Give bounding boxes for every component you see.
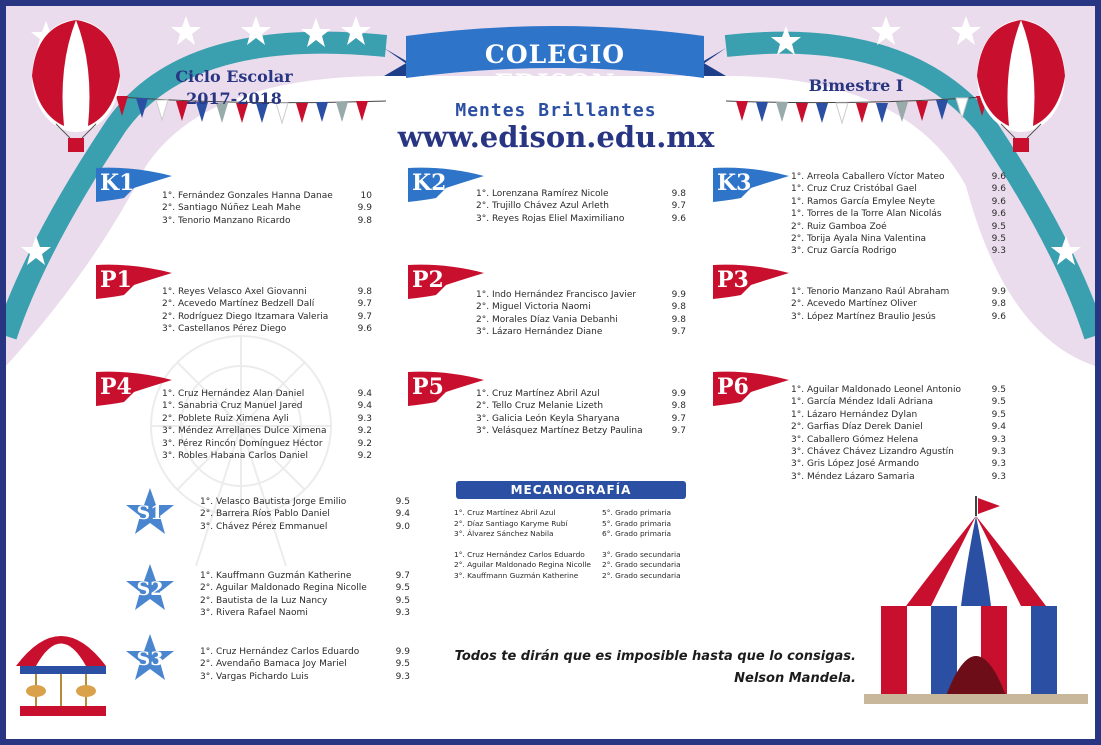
- ranking-row: [476, 388, 686, 400]
- group-code: P2: [412, 267, 444, 293]
- student-score: 9.8: [671, 314, 686, 325]
- student-score: 9.9: [357, 203, 372, 214]
- student-score: 9.5: [991, 397, 1006, 408]
- student-score: 9.8: [357, 287, 372, 297]
- ranking-row: [476, 326, 686, 338]
- ranking-row: [200, 521, 410, 533]
- student-name: 1°. Lázaro Hernández Dylan: [791, 409, 918, 420]
- ranking-row: [791, 298, 1006, 310]
- student-name: 2°. Morales Díaz Vania Debanhi: [476, 314, 618, 325]
- ranking-row: [791, 196, 1006, 208]
- student-score: 9.6: [991, 311, 1006, 322]
- mecanografia-student: 1°. Cruz Martínez Abril Azul: [454, 508, 556, 517]
- student-score: 9.7: [671, 413, 686, 424]
- student-name: 2°. Acevedo Martínez Bedzell Dalí: [162, 299, 315, 310]
- student-score: 9.8: [991, 299, 1006, 310]
- group-code: K3: [717, 170, 752, 196]
- student-score: 10: [360, 191, 372, 201]
- student-score: 9.3: [395, 671, 410, 682]
- carousel-decor: [16, 636, 106, 716]
- mecanografia-title: MECANOGRAFÍA: [510, 483, 632, 497]
- school-cycle-label: Ciclo Escolar: [175, 67, 293, 86]
- ranking-row: [791, 409, 1006, 421]
- ranking-list: [200, 570, 410, 620]
- ranking-row: [476, 425, 686, 437]
- ranking-list: [476, 188, 686, 225]
- ranking-row: [791, 221, 1006, 233]
- student-name: 3°. Pérez Rincón Domínguez Héctor: [162, 438, 323, 449]
- student-name: 1°. Sanabria Cruz Manuel Jared: [162, 401, 303, 412]
- student-score: 9.8: [671, 189, 686, 199]
- student-name: 3°. Caballero Gómez Helena: [791, 434, 919, 445]
- student-score: 9.5: [991, 221, 1006, 232]
- ranking-row: [791, 384, 1006, 396]
- student-score: 9.7: [671, 426, 686, 437]
- student-score: 9.3: [395, 608, 410, 619]
- student-score: 9.6: [357, 324, 372, 335]
- student-name: 2°. Trujillo Chávez Azul Arleth: [476, 201, 609, 212]
- student-name: 1°. Reyes Velasco Axel Giovanni: [162, 287, 307, 297]
- student-score: 9.5: [395, 583, 410, 594]
- student-name: 3°. Cruz García Rodrigo: [791, 246, 897, 257]
- ranking-row: [162, 298, 372, 310]
- student-name: 1°. Indo Hernández Francisco Javier: [476, 290, 637, 300]
- ranking-row: [162, 450, 372, 462]
- student-name: 3°. Méndez Lázaro Samaria: [791, 471, 915, 482]
- student-name: 2°. Bautista de la Luz Nancy: [200, 595, 328, 606]
- ranking-row: [162, 286, 372, 298]
- ranking-list: [200, 646, 410, 683]
- ranking-row: [476, 413, 686, 425]
- student-score: 9.6: [991, 172, 1006, 182]
- ranking-row: [162, 311, 372, 323]
- student-name: 3°. Rivera Rafael Naomi: [200, 608, 308, 619]
- student-score: 9.2: [357, 426, 372, 437]
- student-score: 9.4: [991, 422, 1006, 433]
- student-name: 1°. Tenorio Manzano Raúl Abraham: [791, 287, 950, 297]
- ranking-row: [791, 208, 1006, 220]
- ranking-row: [162, 413, 372, 425]
- ranking-row: [791, 311, 1006, 323]
- star-badge-icon: [124, 486, 176, 538]
- ranking-row: [200, 658, 410, 670]
- ranking-row: [791, 421, 1006, 433]
- student-score: 9.7: [671, 327, 686, 338]
- student-name: 1°. Ramos García Emylee Neyte: [791, 196, 936, 207]
- student-score: 9.7: [357, 299, 372, 310]
- student-score: 9.8: [671, 401, 686, 412]
- student-name: 3°. Gris López José Armando: [791, 459, 920, 470]
- ranking-list: [791, 384, 1006, 483]
- ranking-row: [791, 171, 1006, 183]
- student-name: 1°. Arreola Caballero Víctor Mateo: [791, 172, 945, 182]
- student-name: 1°. García Méndez Idali Adriana: [791, 397, 933, 408]
- student-name: 2°. Acevedo Martínez Oliver: [791, 299, 917, 310]
- student-name: 2°. Avendaño Bamaca Joy Mariel: [200, 659, 347, 670]
- ranking-row: [791, 458, 1006, 470]
- student-score: 9.7: [357, 311, 372, 322]
- student-name: 3°. Tenorio Manzano Ricardo: [162, 215, 291, 226]
- mecanografia-grade: 3°. Grado secundaria: [602, 549, 681, 559]
- ranking-list: [476, 289, 686, 339]
- mecanografia-student: 3°. Kauffmann Guzmán Katherine: [454, 571, 579, 580]
- student-score: 9.5: [395, 497, 410, 507]
- student-score: 9.9: [395, 647, 410, 657]
- ranking-row: [162, 215, 372, 227]
- student-name: 3°. Robles Habana Carlos Daniel: [162, 451, 308, 462]
- student-score: 9.8: [671, 302, 686, 313]
- ranking-row: [476, 301, 686, 313]
- student-name: 1°. Fernández Gonzales Hanna Danae: [162, 191, 333, 201]
- student-name: 2°. Ruiz Gamboa Zoé: [791, 221, 887, 232]
- ranking-row: [791, 245, 1006, 257]
- ranking-row: [791, 434, 1006, 446]
- student-name: 1°. Velasco Bautista Jorge Emilio: [200, 497, 347, 507]
- star-badge-icon: [124, 562, 176, 614]
- ranking-row: [476, 289, 686, 301]
- student-score: 9.5: [991, 385, 1006, 395]
- ranking-row: [476, 314, 686, 326]
- student-score: 9.4: [357, 401, 372, 412]
- mecanografia-student: 2°. Díaz Santiago Karyme Rubí: [454, 518, 568, 528]
- student-name: 2°. Torija Ayala Nina Valentina: [791, 234, 927, 245]
- group-code: P6: [717, 374, 749, 400]
- ranking-row: [476, 400, 686, 412]
- mecanografia-grade: 5°. Grado primaria: [602, 518, 672, 528]
- term-label: Bimestre I: [808, 76, 904, 95]
- ranking-row: [791, 396, 1006, 408]
- student-name: 3°. Velásquez Martínez Betzy Paulina: [476, 426, 643, 437]
- student-name: 2°. Aguilar Maldonado Regina Nicolle: [200, 583, 367, 594]
- student-score: 9.4: [357, 389, 372, 399]
- student-name: 1°. Lorenzana Ramírez Nicole: [476, 189, 609, 199]
- student-score: 9.4: [395, 509, 410, 520]
- student-score: 9.2: [357, 438, 372, 449]
- student-score: 9.7: [395, 571, 410, 581]
- ranking-row: [791, 446, 1006, 458]
- student-name: 3°. Galicia León Keyla Sharyana: [476, 413, 620, 424]
- ranking-list: [791, 286, 1006, 323]
- quote-text: Todos te dirán que es imposible hasta que lo consigas.: [454, 649, 856, 664]
- student-score: 9.6: [991, 196, 1006, 207]
- student-name: 2°. Miguel Victoria Naomi: [476, 302, 591, 313]
- ranking-row: [162, 400, 372, 412]
- ranking-row: [162, 190, 372, 202]
- ranking-list: [200, 496, 410, 533]
- ranking-row: [162, 425, 372, 437]
- student-name: 2°. Garfias Díaz Derek Daniel: [791, 422, 923, 433]
- student-score: 9.5: [395, 659, 410, 670]
- student-name: 2°. Rodríguez Diego Itzamara Valeria: [162, 311, 329, 322]
- student-name: 3°. Méndez Arrellanes Dulce Ximena: [162, 426, 327, 437]
- student-score: 9.3: [991, 434, 1006, 445]
- student-name: 3°. Lázaro Hernández Diane: [476, 327, 603, 338]
- ranking-row: [476, 213, 686, 225]
- student-score: 9.9: [671, 290, 686, 300]
- student-score: 9.6: [991, 184, 1006, 195]
- student-score: 9.6: [991, 209, 1006, 220]
- ranking-row: [200, 607, 410, 619]
- ranking-row: [200, 496, 410, 508]
- ranking-row: [200, 671, 410, 683]
- student-name: 3°. Chávez Chávez Lizandro Agustín: [791, 447, 954, 458]
- mecanografia-student: 3°. Álvarez Sánchez Nabila: [454, 529, 554, 539]
- student-name: 1°. Torres de la Torre Alan Nicolás: [791, 209, 942, 220]
- student-score: 9.3: [991, 471, 1006, 482]
- ranking-row: [476, 200, 686, 212]
- school-name: COLEGIO EDISON: [484, 40, 626, 98]
- school-cycle: [154, 66, 314, 110]
- student-score: 9.3: [991, 246, 1006, 257]
- student-name: 3°. López Martínez Braulio Jesús: [791, 311, 936, 322]
- ranking-list: [476, 388, 686, 438]
- student-name: 3°. Reyes Rojas Eliel Maximiliano: [476, 213, 625, 224]
- student-name: 3°. Castellanos Pérez Diego: [162, 324, 287, 335]
- ranking-row: [200, 508, 410, 520]
- student-score: 9.7: [671, 201, 686, 212]
- circus-tent-decor: [864, 496, 1088, 704]
- student-score: 9.9: [991, 287, 1006, 297]
- mecanografia-student: 1°. Cruz Hernández Carlos Eduardo: [454, 549, 585, 559]
- group-code: K2: [412, 170, 447, 196]
- quote-author: Nelson Mandela.: [734, 671, 856, 686]
- student-name: 1°. Aguilar Maldonado Leonel Antonio: [791, 385, 962, 395]
- student-score: 9.0: [395, 521, 410, 532]
- ranking-list: [162, 286, 372, 336]
- student-name: 1°. Kauffmann Guzmán Katherine: [200, 571, 352, 581]
- student-score: 9.9: [671, 389, 686, 399]
- student-name: 2°. Poblete Ruiz Ximena Ayli: [162, 413, 289, 424]
- school-cycle-years: 2017-2018: [186, 89, 282, 108]
- student-name: 2°. Barrera Ríos Pablo Daniel: [200, 509, 330, 520]
- ranking-row: [791, 233, 1006, 245]
- ranking-row: [162, 202, 372, 214]
- student-score: 9.3: [991, 459, 1006, 470]
- ranking-row: [791, 183, 1006, 195]
- group-code: S1: [136, 502, 164, 524]
- ranking-row: [162, 323, 372, 335]
- student-name: 2°. Santiago Núñez Leah Mahe: [162, 203, 301, 214]
- ranking-list: [791, 171, 1006, 258]
- student-name: 3°. Vargas Pichardo Luis: [200, 671, 309, 682]
- mecanografia-grade: 5°. Grado primaria: [602, 508, 672, 517]
- ranking-row: [162, 388, 372, 400]
- ranking-row: [200, 570, 410, 582]
- quote: [446, 646, 856, 690]
- group-code: P3: [717, 267, 749, 293]
- student-score: 9.6: [671, 213, 686, 224]
- group-code: S2: [136, 578, 164, 600]
- mecanografia-student: 2°. Aguilar Maldonado Regina Nicolle: [454, 560, 591, 570]
- honor-roll-poster: [6, 6, 1095, 739]
- group-code: P5: [412, 374, 444, 400]
- ranking-row: [200, 595, 410, 607]
- ranking-row: [476, 188, 686, 200]
- mecanografia-grade: 6°. Grado primaria: [602, 529, 672, 539]
- school-motto: Mentes Brillantes: [455, 100, 657, 121]
- student-name: 1°. Cruz Martínez Abril Azul: [476, 389, 600, 399]
- mecanografia-grade: 2°. Grado secundaria: [602, 560, 681, 570]
- ranking-row: [200, 582, 410, 594]
- ranking-row: [791, 471, 1006, 483]
- mecanografia-grade: 2°. Grado secundaria: [602, 571, 681, 580]
- school-website: www.edison.edu.mx: [397, 120, 715, 154]
- student-name: 2°. Tello Cruz Melanie Lizeth: [476, 401, 604, 412]
- student-score: 9.8: [357, 215, 372, 226]
- student-score: 9.3: [357, 413, 372, 424]
- mecanografia-banner: [456, 481, 686, 499]
- student-name: 1°. Cruz Hernández Alan Daniel: [162, 389, 305, 399]
- ranking-row: [791, 286, 1006, 298]
- student-score: 9.2: [357, 451, 372, 462]
- ranking-row: [162, 438, 372, 450]
- star-badge-icon: [124, 632, 176, 684]
- student-name: 1°. Cruz Cruz Cristóbal Gael: [791, 184, 917, 195]
- ranking-row: [200, 646, 410, 658]
- student-score: 9.3: [991, 447, 1006, 458]
- student-name: 1°. Cruz Hernández Carlos Eduardo: [200, 647, 360, 657]
- group-code: P1: [100, 267, 132, 293]
- group-code: S3: [136, 648, 164, 670]
- group-code: K1: [100, 170, 135, 196]
- student-score: 9.5: [991, 409, 1006, 420]
- student-name: 3°. Chávez Pérez Emmanuel: [200, 521, 328, 532]
- group-code: P4: [100, 374, 132, 400]
- student-score: 9.5: [395, 595, 410, 606]
- ranking-list: [162, 190, 372, 227]
- ranking-list: [162, 388, 372, 462]
- student-score: 9.5: [991, 234, 1006, 245]
